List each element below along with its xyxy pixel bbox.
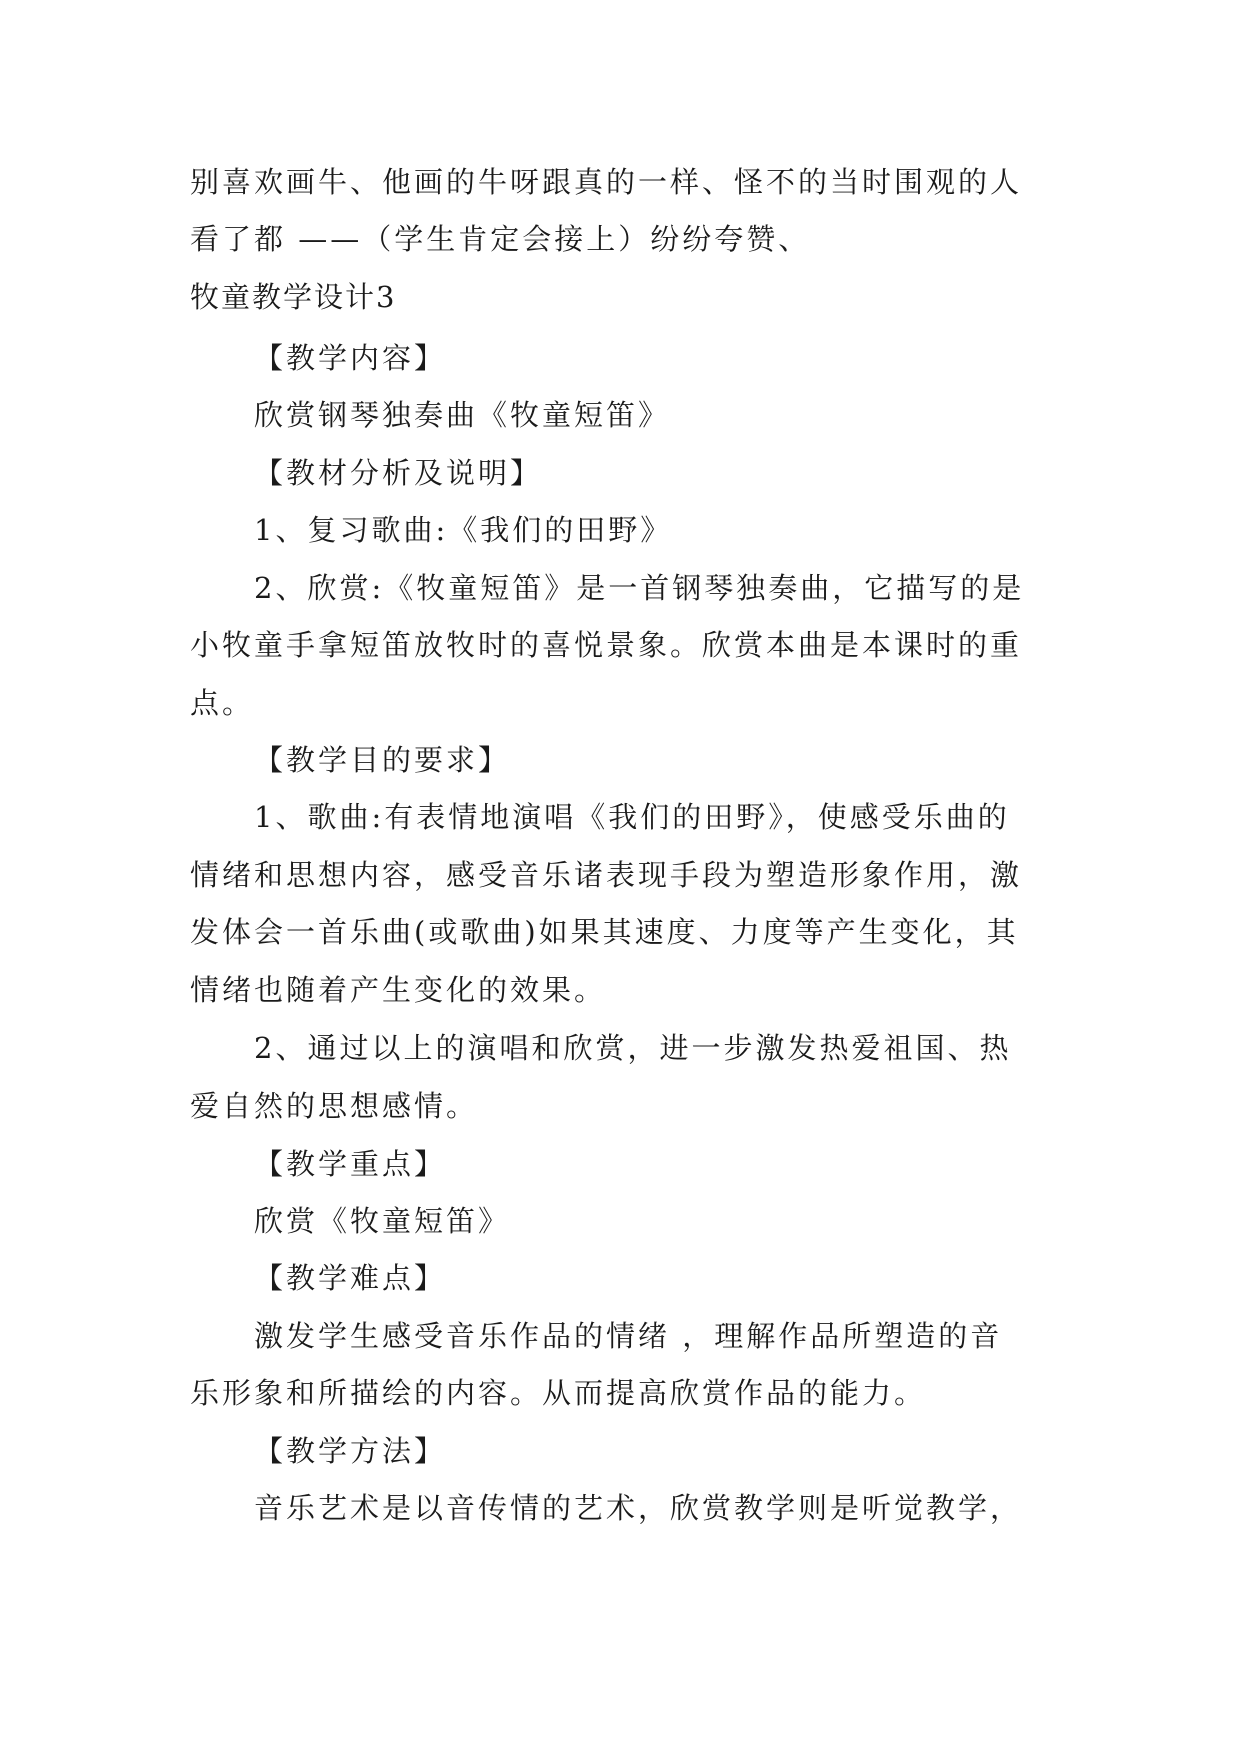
paragraph-line: 看了都 ——（学生肯定会接上）纷纷夸赞、 xyxy=(190,222,811,256)
paragraph-line: 欣赏《牧童短笛》 xyxy=(254,1204,511,1238)
paragraph-line: 小牧童手拿短笛放牧时的喜悦景象。欣赏本曲是本课时的重 xyxy=(190,628,1023,662)
section-heading: 【教材分析及说明】 xyxy=(254,456,543,490)
section-heading: 【教学重点】 xyxy=(254,1147,447,1181)
list-item: 2、欣赏:《牧童短笛》是一首钢琴独奏曲，它描写的是 xyxy=(254,571,1025,605)
paragraph-line: 爱自然的思想感情。 xyxy=(190,1089,479,1123)
paragraph-line: 激发学生感受音乐作品的情绪 ，理解作品所塑造的音 xyxy=(254,1319,1003,1353)
paragraph-line: 发体会一首乐曲(或歌曲)如果其速度、力度等产生变化，其 xyxy=(190,915,1019,949)
paragraph-line: 情绪和思想内容，感受音乐诸表现手段为塑造形象作用，激 xyxy=(190,858,1023,892)
list-item: 1、复习歌曲:《我们的田野》 xyxy=(254,513,673,547)
paragraph-line: 音乐艺术是以音传情的艺术，欣赏教学则是听觉教学， xyxy=(254,1491,1023,1525)
paragraph-line: 欣赏钢琴独奏曲《牧童短笛》 xyxy=(254,398,671,432)
paragraph-line: 乐形象和所描绘的内容。从而提高欣赏作品的能力。 xyxy=(190,1376,927,1410)
list-item: 1、歌曲:有表情地演唱《我们的田野》，使感受乐曲的 xyxy=(254,800,1010,834)
paragraph-line: 情绪也随着产生变化的效果。 xyxy=(190,973,607,1007)
section-heading: 【教学方法】 xyxy=(254,1434,447,1468)
section-heading: 【教学难点】 xyxy=(254,1261,447,1295)
paragraph-line: 别喜欢画牛、他画的牛呀跟真的一样、怪不的当时围观的人 xyxy=(190,165,1023,199)
list-item: 2、通过以上的演唱和欣赏，进一步激发热爱祖国、热 xyxy=(254,1031,1012,1065)
section-title: 牧童教学设计3 xyxy=(190,280,397,314)
section-heading: 【教学目的要求】 xyxy=(254,743,511,777)
section-heading: 【教学内容】 xyxy=(254,341,447,375)
paragraph-line: 点。 xyxy=(190,686,255,720)
